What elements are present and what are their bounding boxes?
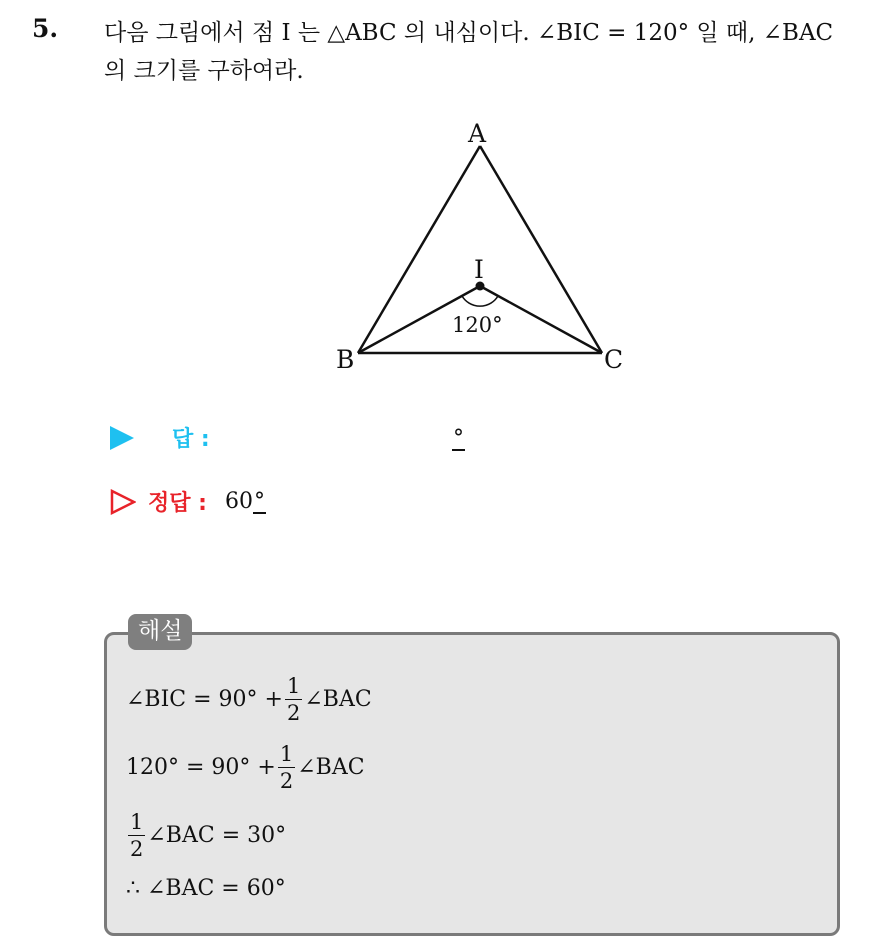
fraction-denominator: 2 (279, 769, 294, 793)
fraction-denominator: 2 (130, 837, 144, 861)
fraction-numerator: 1 (279, 742, 294, 766)
label-c: C (604, 345, 624, 374)
correct-answer-label: 정답 : (148, 491, 207, 516)
fraction-numerator: 1 (130, 810, 144, 834)
answer-blank[interactable] (452, 428, 465, 451)
question-text-line-2: 의 크기를 구하여라. (104, 58, 304, 84)
fraction-numerator: 1 (286, 674, 301, 698)
fraction-half (285, 674, 302, 725)
solution-line-1 (126, 674, 372, 725)
solution-line-1-left: ∠BIC = 90° + (126, 687, 283, 712)
solution-line-3-right: ∠BAC = 30° (147, 823, 287, 848)
play-arrow-icon (110, 426, 134, 450)
outline-arrow-icon (110, 489, 136, 515)
correct-answer-row (110, 486, 266, 517)
angle-arc (462, 296, 498, 306)
fraction-half (278, 742, 295, 793)
solution-tag: 해설 (128, 614, 192, 650)
triangle-figure (0, 0, 884, 420)
answer-blank-unit: ° (453, 426, 464, 451)
label-i: I (474, 255, 484, 284)
solution-line-1-right: ∠BAC (304, 687, 372, 712)
correct-answer-value (225, 489, 266, 514)
label-a: A (468, 119, 487, 148)
question-number: 5. (32, 14, 59, 43)
correct-answer-unit: ° (253, 489, 265, 514)
answer-row (110, 422, 210, 453)
angle-label: 120° (452, 313, 503, 337)
solution-line-4: ∴ ∠BAC = 60° (126, 876, 286, 901)
solution-line-3 (126, 810, 286, 861)
solution-line-2 (126, 742, 365, 793)
fraction-denominator: 2 (286, 701, 301, 725)
correct-answer-number: 60 (224, 489, 253, 514)
question-text-line-1: 다음 그림에서 점 I 는 △ABC 의 내심이다. ∠BIC = 120° 일 때, ∠BAC (104, 20, 834, 46)
fraction-half (128, 810, 145, 861)
solution-line-2-left: 120° = 90° + (126, 755, 276, 780)
label-b: B (336, 345, 355, 374)
solution-line-2-right: ∠BAC (297, 755, 365, 780)
answer-label: 답 : (172, 427, 210, 452)
